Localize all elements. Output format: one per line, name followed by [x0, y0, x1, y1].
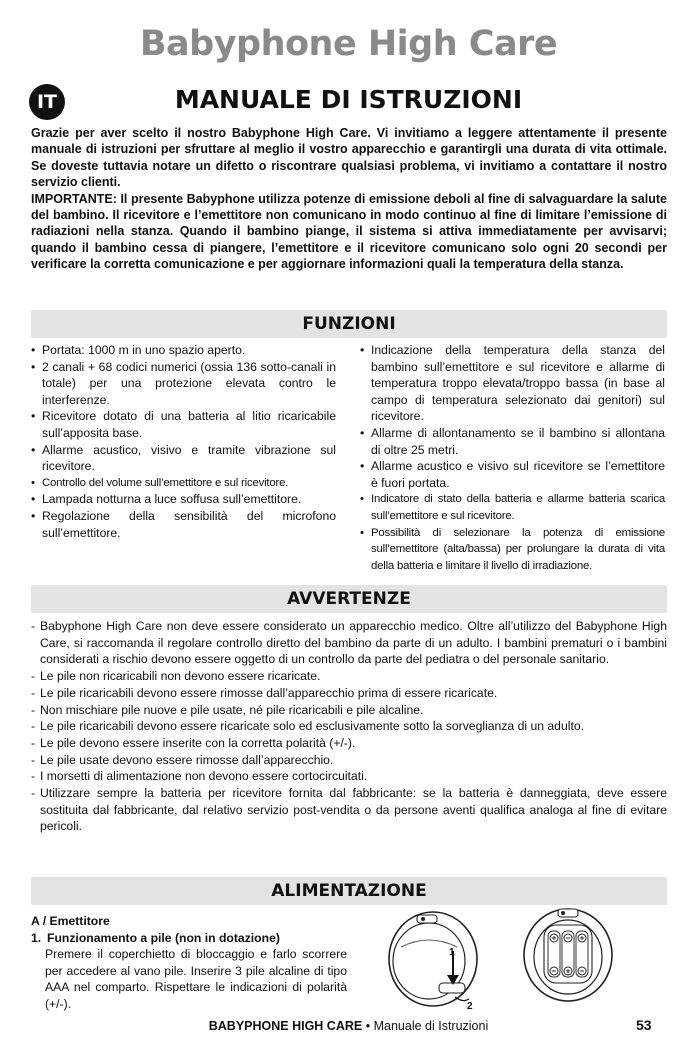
- list-item: • Controllo del volume sull’emettitore e sul ricevitore.: [31, 475, 336, 492]
- warning-item: - Le pile devono essere inserite con la corretta polarità (+/-).: [31, 735, 667, 752]
- intro-paragraph: Grazie per aver scelto il nostro Babyphone High Care. Vi invitiamo a leggere attentamente il presente manuale di istruzioni per sfruttare al meglio il vostro apparecchio e garantirgli una durata di vita ottimale. Se doveste tuttavia notare un difetto o riscontrare qualsiasi problema, vi invitiamo a contattare il nostro servizio clienti.: [31, 126, 667, 190]
- footer-separator: •: [365, 1019, 371, 1033]
- footer-text: Manuale di Istruzioni: [373, 1019, 489, 1033]
- warning-item: - Le pile ricaricabili devono essere ricaricate solo ed esclusivamente sotto la sorveglianza di un adulto.: [31, 718, 667, 735]
- warning-item: - Babyphone High Care non deve essere considerato un apparecchio medico. Oltre all’utilizzo del Babyphone High Care, si raccomanda il regolare controllo diretto del bambino da parte di un adulto. I bambini prematuri o i bambini considerati a rischio devono essere oggetto di un controllo da parte del pediatra o del personale sanitario.: [31, 618, 667, 668]
- figure-label: 2: [467, 1001, 473, 1011]
- step-number: 1.: [31, 930, 42, 945]
- step-1: [31, 930, 347, 947]
- list-item: • Portata: 1000 m in uno spazio aperto.: [31, 342, 336, 359]
- section-heading-alimentazione: ALIMENTAZIONE: [31, 877, 667, 905]
- funzioni-right-column: [360, 342, 665, 574]
- list-item: • Indicatore di stato della batteria e allarme batteria scarica sull’emettitore e sul ricevitore.: [360, 491, 665, 524]
- important-paragraph: IMPORTANTE: Il presente Babyphone utilizza potenze di emissione deboli al fine di salvaguardare la salute del bambino. Il ricevitore e l’emettitore non comunicano in modo continuo al fine di limitare l’emissione di radiazioni nella stanza. Quando il bambino piange, il sistema si attiva immediatamente per avvisarvi; quando il bambino cessa di piangere, l’emettitore e il ricevitore comunicano solo ogni 20 secondi per verificare la corretta comunicazione e per aggiornare informazioni quali la temperatura della stanza.: [31, 191, 667, 272]
- intro-text: [31, 125, 667, 273]
- section-heading-avvertenze: AVVERTENZE: [31, 585, 667, 613]
- step-title: Funzionamento a pile (non in dotazione): [47, 930, 280, 945]
- list-item: • Allarme acustico, visivo e tramite vibrazione sul ricevitore.: [31, 442, 336, 475]
- page-number: 53: [636, 1017, 652, 1033]
- avvertenze-list: [31, 618, 667, 835]
- page-footer: [0, 1019, 697, 1033]
- list-item: • 2 canali + 68 codici numerici (ossia 136 sotto-canali in totale) per una protezione elevata contro le interferenze.: [31, 359, 336, 409]
- list-item: • Allarme acustico e visivo sul ricevitore se l’emettitore è fuori portata.: [360, 458, 665, 491]
- list-item: • Lampada notturna a luce soffusa sull’emettitore.: [31, 491, 336, 508]
- battery-compartment-illustration: [518, 905, 618, 1003]
- footer-brand: BABYPHONE HIGH CARE: [208, 1019, 363, 1033]
- funzioni-left-column: [31, 342, 336, 541]
- warning-item: - Le pile ricaricabili devono essere rimosse dall’apparecchio prima di essere ricaricate.: [31, 685, 667, 702]
- section-heading-funzioni: FUNZIONI: [31, 310, 667, 338]
- list-item: • Ricevitore dotato di una batteria al litio ricaricabile sull’apposita base.: [31, 408, 336, 441]
- warning-item: - Le pile usate devono essere rimosse dall’apparecchio.: [31, 752, 667, 769]
- emitter-cover-illustration: [383, 907, 493, 1011]
- manual-subtitle: MANUALE DI ISTRUZIONI: [174, 85, 523, 114]
- alimentazione-emettitore: [31, 913, 347, 1013]
- list-item: • Allarme di allontanamento se il bambino si allontana di oltre 25 metri.: [360, 425, 665, 458]
- figure-label: 1: [449, 947, 455, 958]
- language-badge: IT: [29, 84, 65, 120]
- document-title: Babyphone High Care: [139, 24, 558, 64]
- list-item: • Indicazione della temperatura della stanza del bambino sull’emettitore e sul ricevitore e allarme di temperatura troppo elevata/troppo bassa (in base al campo di temperatura selezionato dai genitori) sul ricevitore.: [360, 342, 665, 425]
- warning-item: - Utilizzare sempre la batteria per ricevitore fornita dal fabbricante: se la batteria è danneggiata, deve essere sostituita dal fabbricante, dal relativo servizio post-vendita o da persone aventi qualifica analoga al fine di evitare pericoli.: [31, 785, 667, 835]
- step-body: Premere il coperchietto di bloccaggio e farlo scorrere per accedere al vano pile. Inserire 3 pile alcaline di tipo AAA nel comparto. Rispettare le indicazioni di polarità (+/-).: [45, 947, 347, 1011]
- subsection-title: A / Emettitore: [31, 914, 110, 928]
- warning-item: - I morsetti di alimentazione non devono essere cortocircuitati.: [31, 768, 667, 785]
- warning-item: - Le pile non ricaricabili non devono essere ricaricate.: [31, 668, 667, 685]
- list-item: • Possibilità di selezionare la potenza di emissione sull’emettitore (alta/bassa) per prolungare la durata di vita della batteria e limitare il livello di irradiazione.: [360, 525, 665, 575]
- list-item: • Regolazione della sensibilità del microfono sull’emettitore.: [31, 508, 336, 541]
- warning-item: - Non mischiare pile nuove e pile usate, né pile ricaricabili e pile alcaline.: [31, 702, 667, 719]
